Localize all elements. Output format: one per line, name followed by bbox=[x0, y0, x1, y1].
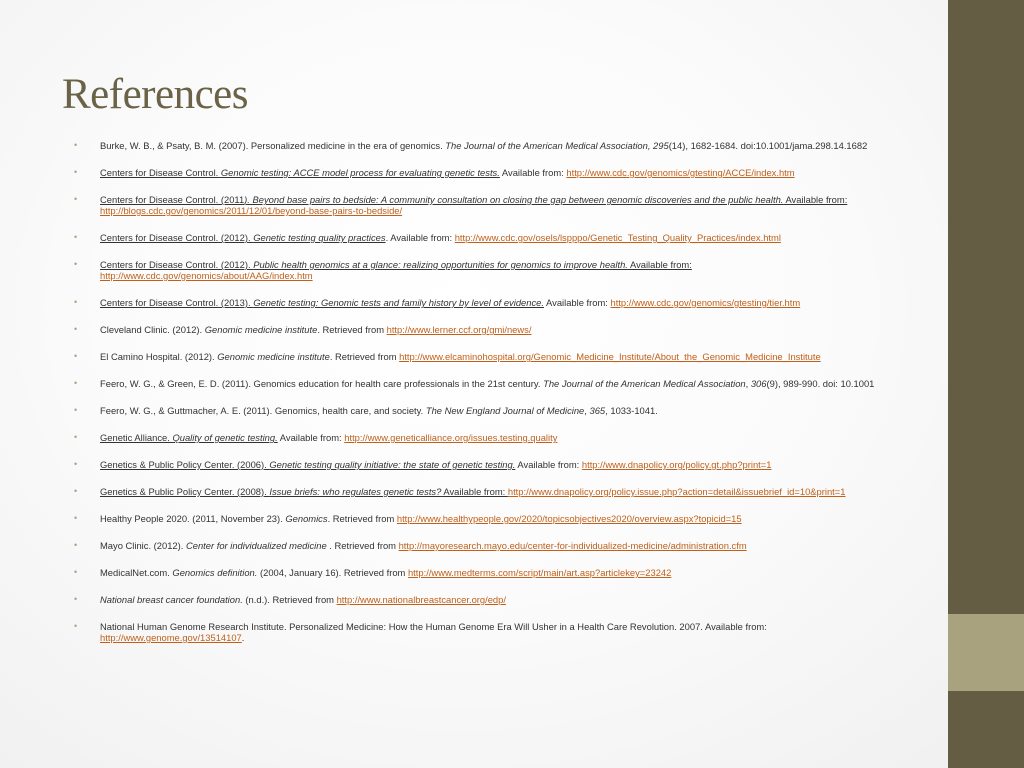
ref-text: Feero, W. G., & Green, E. D. (2011). Genomics education for health care professionals in the 21st century. bbox=[100, 378, 544, 389]
bullet-icon: • bbox=[74, 432, 78, 442]
ref-text: Healthy People 2020. (2011, November 23). bbox=[100, 513, 286, 524]
ref-link[interactable]: http://blogs.cdc.gov/genomics/2011/12/01/beyond-base-pairs-to-bedside/ bbox=[100, 205, 403, 216]
ref-link[interactable]: http://www.healthypeople.gov/2020/topicsobjectives2020/overview.aspx?topicid=15 bbox=[396, 513, 742, 524]
ref-text: Centers for Disease Control. (2012). bbox=[100, 259, 254, 270]
bullet-icon: • bbox=[74, 194, 78, 204]
list-item bbox=[74, 459, 904, 470]
ref-text: Cleveland Clinic. (2012). bbox=[100, 324, 205, 335]
ref-text: (14), 1682-1684. doi:10.1001/jama.298.14.1682 bbox=[668, 140, 868, 151]
list-item bbox=[74, 513, 904, 524]
ref-link[interactable]: http://www.cdc.gov/genomics/gtesting/tier.htm bbox=[610, 297, 801, 308]
ref-title: Genetic testing quality practices bbox=[253, 232, 386, 243]
ref-text: Mayo Clinic. (2012). bbox=[100, 540, 186, 551]
bullet-icon: • bbox=[74, 513, 78, 523]
ref-title: Genomics bbox=[285, 513, 328, 524]
list-item bbox=[74, 194, 904, 216]
ref-text: Genetics & Public Policy Center. (2006). bbox=[100, 459, 270, 470]
ref-link[interactable]: http://www.medterms.com/script/main/art.asp?articlekey=23242 bbox=[407, 567, 672, 578]
bullet-icon: • bbox=[74, 232, 78, 242]
ref-title: Public health genomics at a glance: realizing opportunities for genomics to improve health. bbox=[253, 259, 628, 270]
ref-text: . Retrieved from bbox=[326, 540, 399, 551]
page-title: References bbox=[62, 71, 248, 118]
ref-text: Available from: bbox=[277, 432, 345, 443]
ref-title: Center for individualized medicine bbox=[185, 540, 327, 551]
ref-link[interactable]: http://mayoresearch.mayo.edu/center-for-individualized-medicine/administration.cfm bbox=[398, 540, 747, 551]
ref-text: Burke, W. B., & Psaty, B. M. (2007). Personalized medicine in the era of genomics. bbox=[100, 140, 446, 151]
ref-text: Centers for Disease Control. (2012). bbox=[100, 232, 254, 243]
ref-title: Genomic medicine institute bbox=[217, 351, 330, 362]
ref-text: , 1033-1041. bbox=[605, 405, 658, 416]
ref-text: (9), 989-990. doi: 10.1001 bbox=[766, 378, 875, 389]
list-item bbox=[74, 486, 904, 497]
ref-text: El Camino Hospital. (2012). bbox=[100, 351, 218, 362]
bullet-icon: • bbox=[74, 378, 78, 388]
ref-title: National breast cancer foundation. bbox=[100, 594, 243, 605]
bullet-icon: • bbox=[74, 297, 78, 307]
ref-title: Genomics definition. bbox=[172, 567, 258, 578]
list-item bbox=[74, 378, 904, 389]
ref-title: Issue briefs: who regulates genetic tests? bbox=[269, 486, 442, 497]
list-item bbox=[74, 540, 904, 551]
ref-title: Genetic testing: Genomic tests and family history by level of evidence. bbox=[253, 297, 544, 308]
bullet-icon: • bbox=[74, 167, 78, 177]
ref-title: Genetic testing quality initiative: the state of genetic testing. bbox=[269, 459, 516, 470]
bullet-icon: • bbox=[74, 621, 78, 631]
ref-text: , bbox=[584, 405, 590, 416]
reference-list bbox=[74, 140, 904, 659]
ref-text: , bbox=[745, 378, 751, 389]
ref-text: Genetics & Public Policy Center. (2008). bbox=[100, 486, 270, 497]
ref-link[interactable]: http://www.cdc.gov/genomics/about/AAG/index.htm bbox=[100, 270, 313, 281]
ref-text: Available from: bbox=[543, 297, 611, 308]
ref-link[interactable]: http://www.lerner.ccf.org/gmi/news/ bbox=[386, 324, 532, 335]
ref-link[interactable]: http://www.dnapolicy.org/policy.gt.php?print=1 bbox=[581, 459, 772, 470]
ref-title: ). Beyond base pairs to bedside: A community consultation on closing the gap between genomic discoveries and the public health. bbox=[244, 194, 784, 205]
list-item bbox=[74, 621, 904, 643]
bullet-icon: • bbox=[74, 459, 78, 469]
ref-text: (n.d.). Retrieved from bbox=[242, 594, 337, 605]
list-item bbox=[74, 324, 904, 335]
ref-text: Centers for Disease Control. bbox=[100, 167, 221, 178]
ref-title: Genomic medicine institute bbox=[204, 324, 318, 335]
bullet-icon: • bbox=[74, 594, 78, 604]
ref-text: Available from: bbox=[627, 259, 692, 270]
ref-title: The Journal of the American Medical Association bbox=[543, 378, 746, 389]
list-item bbox=[74, 297, 904, 308]
bullet-icon: • bbox=[74, 324, 78, 334]
bullet-icon: • bbox=[74, 486, 78, 496]
ref-text: . Retrieved from bbox=[317, 324, 387, 335]
ref-link[interactable]: http://www.geneticalliance.org/issues.testing.quality bbox=[344, 432, 558, 443]
ref-link[interactable]: http://www.cdc.gov/osels/lspppo/Genetic_Testing_Quality_Practices/index.html bbox=[454, 232, 781, 243]
ref-link[interactable]: http://www.nationalbreastcancer.org/edp/ bbox=[336, 594, 506, 605]
list-item bbox=[74, 594, 904, 605]
ref-title: The Journal of the American Medical Association, 295 bbox=[445, 140, 669, 151]
ref-link[interactable]: http://www.genome.gov/13514107 bbox=[100, 632, 242, 643]
ref-text: Genetic Alliance. bbox=[100, 432, 173, 443]
list-item bbox=[74, 405, 904, 416]
ref-text: Centers for Disease Control. (2013). bbox=[100, 297, 254, 308]
list-item bbox=[74, 140, 904, 151]
list-item bbox=[74, 351, 904, 362]
ref-link[interactable]: http://www.elcaminohospital.org/Genomic_Medicine_Institute/About_the_Genomic_Medicine_Institute bbox=[399, 351, 821, 362]
ref-volume: 306 bbox=[750, 378, 767, 389]
ref-text: Feero, W. G., & Guttmacher, A. E. (2011). Genomics, health care, and society. bbox=[100, 405, 426, 416]
list-item bbox=[74, 432, 904, 443]
ref-link[interactable]: http://www.dnapolicy.org/policy.issue.php?action=detail&issuebrief_id=10&print=1 bbox=[507, 486, 846, 497]
bullet-icon: • bbox=[74, 140, 78, 150]
ref-title: Genomic testing: ACCE model process for evaluating genetic tests. bbox=[220, 167, 500, 178]
ref-text: MedicalNet.com. bbox=[100, 567, 173, 578]
list-item bbox=[74, 167, 904, 178]
ref-text: . Retrieved from bbox=[329, 351, 400, 362]
ref-text: . Available from: bbox=[385, 232, 455, 243]
sidebar-accent-block bbox=[948, 614, 1024, 691]
ref-volume: 365 bbox=[589, 405, 606, 416]
bullet-icon: • bbox=[74, 405, 78, 415]
bullet-icon: • bbox=[74, 351, 78, 361]
bullet-icon: • bbox=[74, 259, 78, 269]
ref-text: . bbox=[241, 632, 245, 643]
ref-title: Quality of genetic testing. bbox=[172, 432, 278, 443]
ref-text: Available from: bbox=[783, 194, 848, 205]
ref-text: National Human Genome Research Institute. Personalized Medicine: How the Human Genome Era Will Usher in a Health Care Revolution. 2007. Available from: bbox=[100, 621, 767, 632]
list-item bbox=[74, 232, 904, 243]
ref-text: Centers for Disease Control. (2011 bbox=[100, 194, 245, 205]
ref-text: (2004, January 16). Retrieved from bbox=[257, 567, 408, 578]
ref-text: Available from: bbox=[499, 167, 567, 178]
bullet-icon: • bbox=[74, 567, 78, 577]
ref-text: Available from: bbox=[515, 459, 582, 470]
ref-title: The New England Journal of Medicine bbox=[425, 405, 585, 416]
ref-text: . Retrieved from bbox=[327, 513, 397, 524]
bullet-icon: • bbox=[74, 540, 78, 550]
list-item bbox=[74, 259, 904, 281]
list-item bbox=[74, 567, 904, 578]
ref-link[interactable]: http://www.cdc.gov/genomics/gtesting/ACCE/index.htm bbox=[566, 167, 795, 178]
ref-text: Available from: bbox=[441, 486, 508, 497]
